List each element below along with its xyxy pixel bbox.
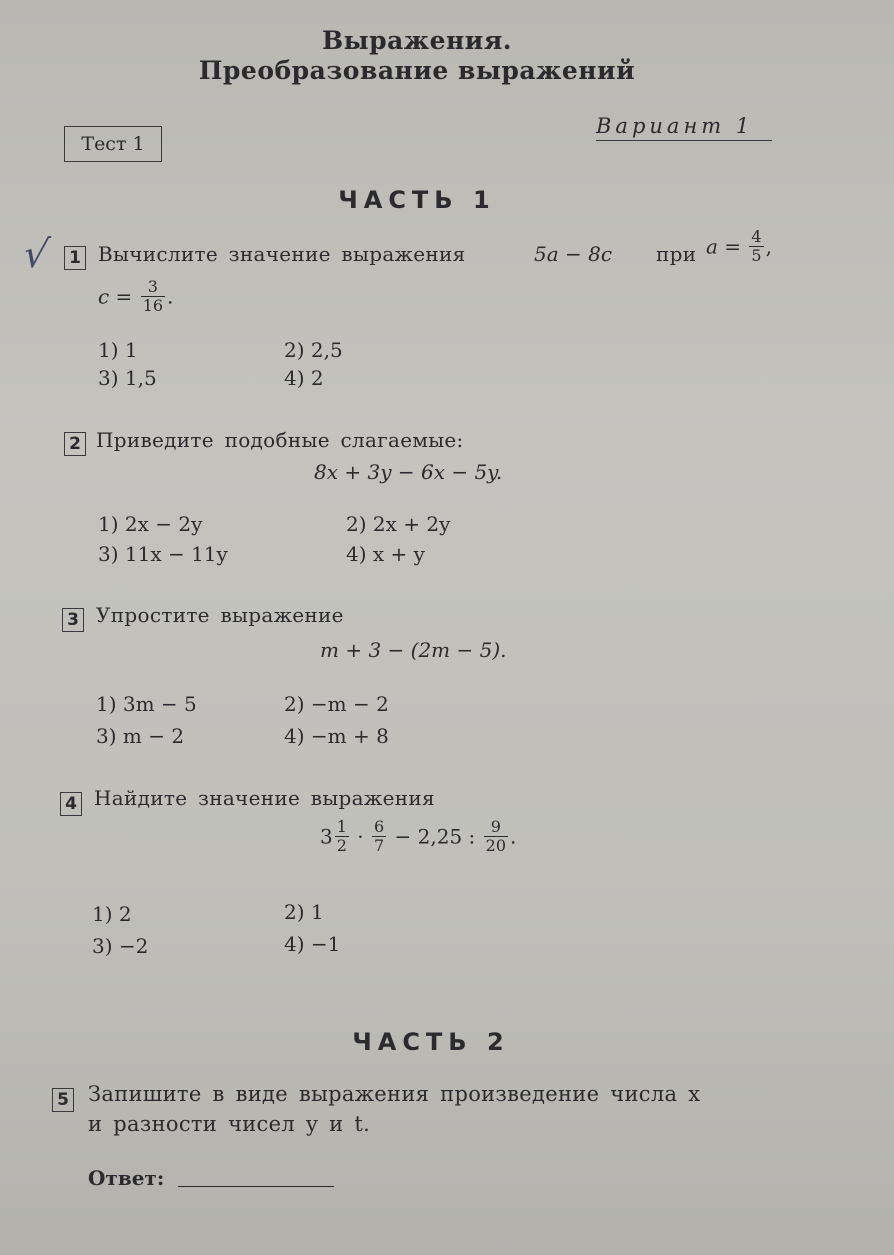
question-3-answer-3: 3) m − 2 <box>96 724 185 748</box>
question-5-number: 5 <box>52 1088 74 1112</box>
fraction-2-numerator: 6 <box>374 817 385 836</box>
multiply-dot: · <box>357 824 364 849</box>
answer-label: Ответ: <box>88 1166 165 1190</box>
question-4-answer-1: 1) 2 <box>92 902 132 926</box>
fraction-1 <box>335 818 349 855</box>
c-fraction <box>141 278 165 315</box>
c-numerator: 3 <box>141 278 165 297</box>
question-3-number: 3 <box>62 608 84 632</box>
question-2-answer-4: 4) x + y <box>346 542 425 566</box>
a-denominator: 5 <box>751 246 762 265</box>
title-line-1: Выражения. <box>321 26 513 55</box>
question-5-text-line-1: Запишите в виде выражения произведение числа x <box>88 1082 701 1106</box>
title-line-2: Преобразование выражений <box>198 56 636 85</box>
check-mark-icon: √ <box>20 232 53 276</box>
question-2-answer-3: 3) 11x − 11y <box>98 542 228 566</box>
question-2-text: Приведите подобные слагаемые: <box>96 428 464 452</box>
question-1-a-value <box>706 228 772 265</box>
question-2-expression: 8x + 3y − 6x − 5y. <box>314 460 503 484</box>
question-3-answer-4: 4) −m + 8 <box>284 724 389 748</box>
a-variable: a = <box>706 234 742 259</box>
question-1-number: 1 <box>64 246 86 270</box>
fraction-3-numerator: 9 <box>484 818 508 837</box>
fraction-1-denominator: 2 <box>336 836 347 855</box>
a-comma: , <box>765 234 772 259</box>
c-variable: c = <box>98 284 133 309</box>
a-fraction <box>749 228 763 265</box>
question-1-expression: 5a − 8c <box>534 242 613 266</box>
test-label-box: Тест 1 <box>64 126 162 162</box>
variant-label: Вариант 1 <box>596 114 772 141</box>
a-numerator: 4 <box>751 227 762 246</box>
mixed-whole: 3 <box>320 824 333 849</box>
question-4-number: 4 <box>60 792 82 816</box>
question-1-when: при <box>656 242 697 266</box>
fraction-2-denominator: 7 <box>374 836 385 855</box>
question-2-answer-1: 1) 2x − 2y <box>98 512 203 536</box>
fraction-1-numerator: 1 <box>336 817 347 836</box>
answer-line[interactable] <box>178 1186 334 1187</box>
question-4-answer-3: 3) −2 <box>92 934 149 958</box>
fraction-3 <box>484 818 508 855</box>
expression-period: . <box>510 824 517 849</box>
question-3-answer-2: 2) −m − 2 <box>284 692 389 716</box>
question-4-expression <box>320 818 516 855</box>
question-4-answer-2: 2) 1 <box>284 900 324 924</box>
question-2-number: 2 <box>64 432 86 456</box>
fraction-3-denominator: 20 <box>485 836 507 855</box>
fraction-2 <box>372 818 386 855</box>
question-3-text: Упростите выражение <box>96 603 344 627</box>
question-1-text: Вычислите значение выражения <box>98 242 466 266</box>
part-2-heading: ЧАСТЬ 2 <box>352 1028 510 1056</box>
question-1-answer-1: 1) 1 <box>98 338 138 362</box>
question-1-answer-4: 4) 2 <box>284 366 324 390</box>
question-1-c-value <box>98 278 173 315</box>
question-1-answer-3: 3) 1,5 <box>98 366 157 390</box>
question-5-text-line-2: и разности чисел y и t. <box>88 1112 371 1136</box>
question-3-expression: m + 3 − (2m − 5). <box>320 638 507 662</box>
subtract-divide: − 2,25 : <box>394 824 476 849</box>
question-4-answer-4: 4) −1 <box>284 932 341 956</box>
part-1-heading: ЧАСТЬ 1 <box>338 186 496 214</box>
question-3-answer-1: 1) 3m − 5 <box>96 692 197 716</box>
question-4-text: Найдите значение выражения <box>94 786 435 810</box>
question-2-answer-2: 2) 2x + 2y <box>346 512 451 536</box>
question-1-answer-2: 2) 2,5 <box>284 338 343 362</box>
c-denominator: 16 <box>142 296 164 315</box>
c-period: . <box>167 284 174 309</box>
